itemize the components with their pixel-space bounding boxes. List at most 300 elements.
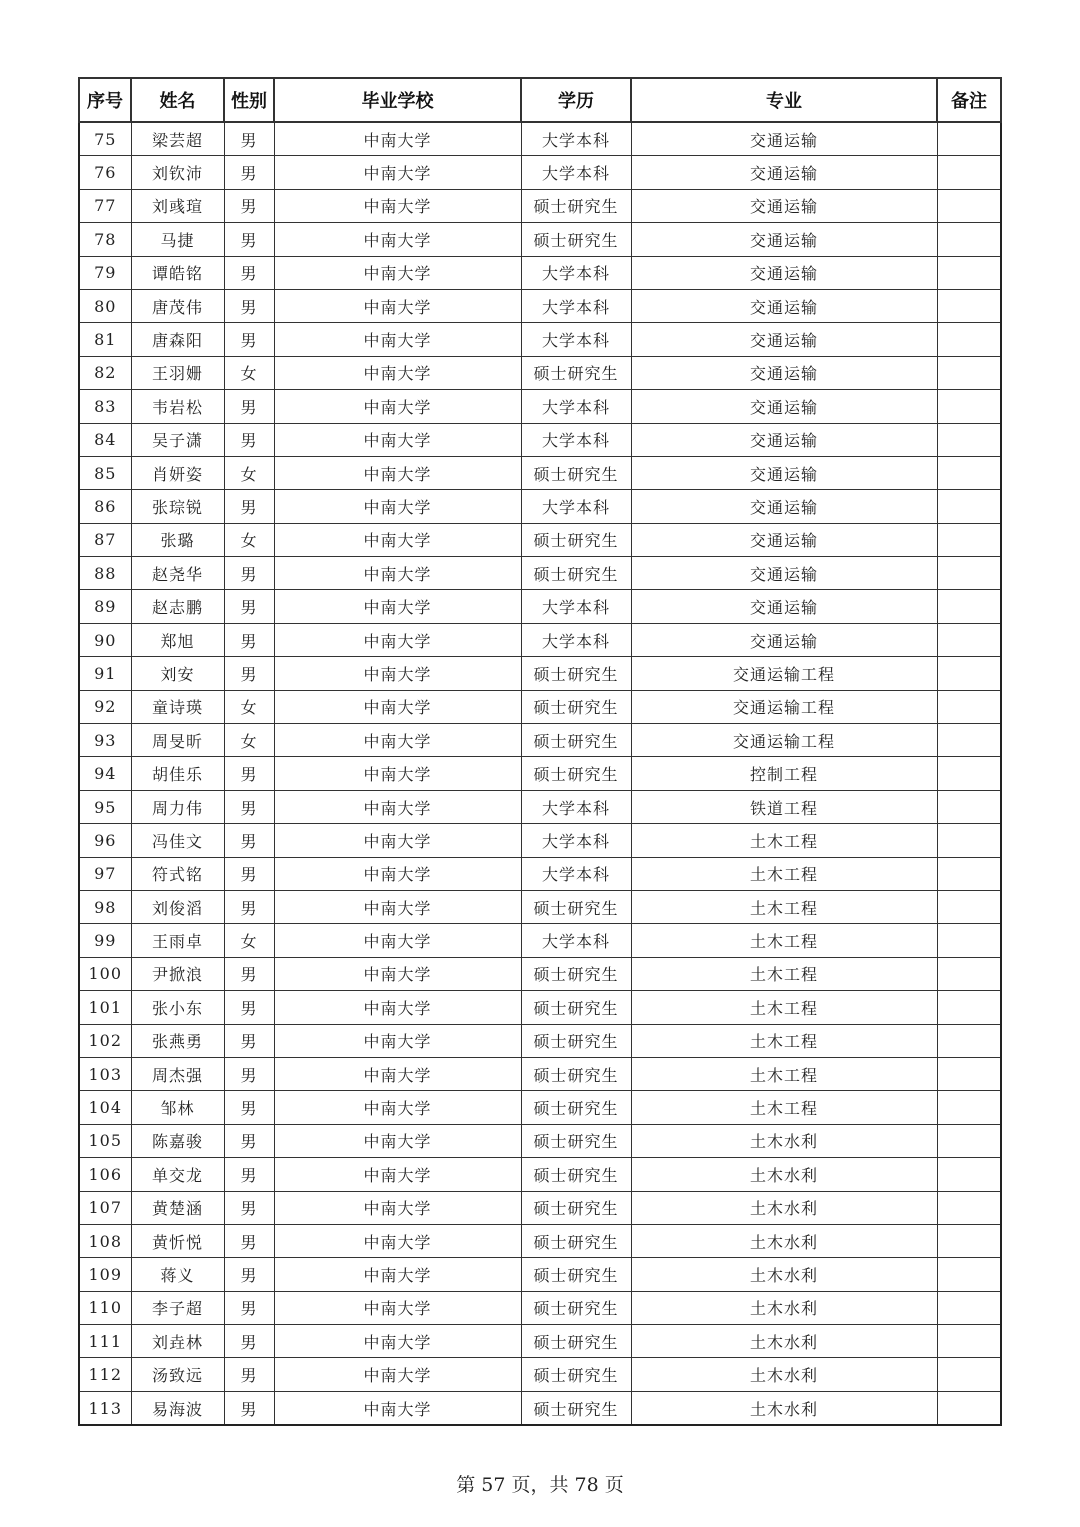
cell-remarks: [937, 557, 1001, 590]
table-row: [79, 156, 1001, 189]
cell-index: 93: [79, 724, 131, 757]
cell-major: 交通运输: [631, 623, 937, 656]
cell-name: 吴子潇: [131, 423, 224, 456]
cell-gender: 男: [224, 1124, 274, 1157]
cell-school: 中南大学: [274, 1325, 521, 1358]
cell-gender: 男: [224, 289, 274, 322]
cell-school: 中南大学: [274, 1358, 521, 1391]
cell-remarks: [937, 189, 1001, 222]
cell-school: 中南大学: [274, 991, 521, 1024]
cell-school: 中南大学: [274, 523, 521, 556]
cell-major: 交通运输: [631, 523, 937, 556]
cell-degree: 硕士研究生: [521, 356, 631, 389]
cell-name: 胡佳乐: [131, 757, 224, 790]
cell-name: 唐森阳: [131, 323, 224, 356]
cell-major: 土木工程: [631, 1091, 937, 1124]
table-row: [79, 289, 1001, 322]
cell-remarks: [937, 323, 1001, 356]
cell-name: 易海波: [131, 1391, 224, 1425]
cell-major: 交通运输: [631, 390, 937, 423]
cell-index: 110: [79, 1291, 131, 1324]
cell-major: 土木工程: [631, 1024, 937, 1057]
cell-gender: 男: [224, 189, 274, 222]
cell-index: 109: [79, 1258, 131, 1291]
cell-name: 汤致远: [131, 1358, 224, 1391]
cell-degree: 硕士研究生: [521, 456, 631, 489]
cell-school: 中南大学: [274, 724, 521, 757]
cell-name: 刘俊滔: [131, 890, 224, 923]
cell-gender: 男: [224, 490, 274, 523]
cell-index: 98: [79, 890, 131, 923]
cell-remarks: [937, 1191, 1001, 1224]
cell-gender: 女: [224, 724, 274, 757]
cell-school: 中南大学: [274, 557, 521, 590]
cell-degree: 硕士研究生: [521, 1224, 631, 1257]
cell-remarks: [937, 122, 1001, 156]
cell-major: 土木水利: [631, 1224, 937, 1257]
cell-remarks: [937, 1391, 1001, 1425]
cell-name: 肖妍姿: [131, 456, 224, 489]
cell-degree: 大学本科: [521, 924, 631, 957]
cell-name: 刘安: [131, 657, 224, 690]
cell-degree: 硕士研究生: [521, 1358, 631, 1391]
cell-major: 土木水利: [631, 1291, 937, 1324]
cell-name: 刘彧瑄: [131, 189, 224, 222]
table-row: [79, 590, 1001, 623]
table-row: [79, 790, 1001, 823]
cell-gender: 男: [224, 156, 274, 189]
cell-gender: 男: [224, 122, 274, 156]
cell-major: 土木水利: [631, 1191, 937, 1224]
cell-remarks: [937, 1291, 1001, 1324]
cell-major: 土木工程: [631, 991, 937, 1024]
cell-name: 梁芸超: [131, 122, 224, 156]
table-row: [79, 657, 1001, 690]
table-row: [79, 1024, 1001, 1057]
cell-degree: 硕士研究生: [521, 957, 631, 990]
table-row: [79, 456, 1001, 489]
table-row: [79, 1291, 1001, 1324]
cell-degree: 大学本科: [521, 857, 631, 890]
cell-major: 土木水利: [631, 1325, 937, 1358]
cell-school: 中南大学: [274, 490, 521, 523]
roster-table: [78, 77, 1002, 1426]
cell-name: 邹林: [131, 1091, 224, 1124]
cell-index: 78: [79, 223, 131, 256]
table-row: [79, 890, 1001, 923]
cell-school: 中南大学: [274, 456, 521, 489]
cell-name: 童诗瑛: [131, 690, 224, 723]
table-row: [79, 924, 1001, 957]
cell-school: 中南大学: [274, 156, 521, 189]
cell-remarks: [937, 724, 1001, 757]
table-row: [79, 1391, 1001, 1425]
cell-name: 尹掀浪: [131, 957, 224, 990]
cell-gender: 男: [224, 757, 274, 790]
table-row: [79, 1191, 1001, 1224]
table-row: [79, 1325, 1001, 1358]
cell-index: 79: [79, 256, 131, 289]
cell-remarks: [937, 223, 1001, 256]
cell-name: 冯佳文: [131, 824, 224, 857]
cell-degree: 硕士研究生: [521, 690, 631, 723]
cell-degree: 大学本科: [521, 824, 631, 857]
cell-degree: 硕士研究生: [521, 1124, 631, 1157]
cell-gender: 男: [224, 991, 274, 1024]
cell-name: 刘垚林: [131, 1325, 224, 1358]
cell-major: 土木工程: [631, 1057, 937, 1090]
cell-gender: 男: [224, 1291, 274, 1324]
cell-degree: 硕士研究生: [521, 657, 631, 690]
cell-degree: 硕士研究生: [521, 890, 631, 923]
cell-degree: 硕士研究生: [521, 1391, 631, 1425]
cell-index: 95: [79, 790, 131, 823]
cell-name: 单交龙: [131, 1158, 224, 1191]
cell-gender: 男: [224, 1258, 274, 1291]
cell-gender: 男: [224, 590, 274, 623]
cell-index: 112: [79, 1358, 131, 1391]
cell-remarks: [937, 1358, 1001, 1391]
cell-major: 土木水利: [631, 1391, 937, 1425]
cell-name: 张小东: [131, 991, 224, 1024]
cell-gender: 男: [224, 890, 274, 923]
cell-name: 张璐: [131, 523, 224, 556]
cell-name: 赵尧华: [131, 557, 224, 590]
cell-school: 中南大学: [274, 256, 521, 289]
table-row: [79, 490, 1001, 523]
cell-major: 交通运输: [631, 289, 937, 322]
cell-degree: 硕士研究生: [521, 1191, 631, 1224]
table-row: [79, 557, 1001, 590]
header-school: 毕业学校: [274, 78, 521, 122]
cell-remarks: [937, 423, 1001, 456]
table-row: [79, 857, 1001, 890]
cell-index: 96: [79, 824, 131, 857]
cell-remarks: [937, 456, 1001, 489]
cell-name: 王雨卓: [131, 924, 224, 957]
table-row: [79, 957, 1001, 990]
table-row: [79, 1124, 1001, 1157]
cell-degree: 大学本科: [521, 623, 631, 656]
table-row: [79, 390, 1001, 423]
cell-degree: 硕士研究生: [521, 223, 631, 256]
table-row: [79, 1224, 1001, 1257]
cell-major: 交通运输: [631, 323, 937, 356]
cell-index: 102: [79, 1024, 131, 1057]
cell-degree: 硕士研究生: [521, 991, 631, 1024]
cell-remarks: [937, 924, 1001, 957]
table-header-row: [79, 78, 1001, 122]
cell-school: 中南大学: [274, 356, 521, 389]
cell-remarks: [937, 690, 1001, 723]
cell-school: 中南大学: [274, 1091, 521, 1124]
cell-degree: 硕士研究生: [521, 1258, 631, 1291]
cell-major: 交通运输: [631, 490, 937, 523]
cell-remarks: [937, 590, 1001, 623]
table-row: [79, 256, 1001, 289]
cell-name: 谭皓铭: [131, 256, 224, 289]
cell-major: 土木水利: [631, 1258, 937, 1291]
cell-index: 97: [79, 857, 131, 890]
cell-degree: 硕士研究生: [521, 1024, 631, 1057]
cell-major: 交通运输: [631, 223, 937, 256]
cell-school: 中南大学: [274, 1224, 521, 1257]
cell-degree: 大学本科: [521, 590, 631, 623]
cell-index: 82: [79, 356, 131, 389]
cell-gender: 男: [224, 1191, 274, 1224]
cell-index: 83: [79, 390, 131, 423]
cell-school: 中南大学: [274, 1057, 521, 1090]
table-row: [79, 991, 1001, 1024]
table-row: [79, 824, 1001, 857]
cell-degree: 大学本科: [521, 390, 631, 423]
cell-degree: 大学本科: [521, 423, 631, 456]
table-body: [79, 122, 1001, 1425]
cell-name: 周杰强: [131, 1057, 224, 1090]
table-row: [79, 623, 1001, 656]
table-row: [79, 1258, 1001, 1291]
cell-remarks: [937, 824, 1001, 857]
cell-major: 土木水利: [631, 1358, 937, 1391]
cell-school: 中南大学: [274, 323, 521, 356]
cell-school: 中南大学: [274, 1391, 521, 1425]
table-row: [79, 1057, 1001, 1090]
table-row: [79, 423, 1001, 456]
cell-remarks: [937, 657, 1001, 690]
cell-school: 中南大学: [274, 824, 521, 857]
cell-school: 中南大学: [274, 1191, 521, 1224]
cell-index: 89: [79, 590, 131, 623]
cell-school: 中南大学: [274, 790, 521, 823]
cell-school: 中南大学: [274, 423, 521, 456]
cell-degree: 大学本科: [521, 790, 631, 823]
cell-major: 铁道工程: [631, 790, 937, 823]
cell-gender: 男: [224, 423, 274, 456]
cell-major: 交通运输: [631, 590, 937, 623]
cell-remarks: [937, 790, 1001, 823]
cell-index: 105: [79, 1124, 131, 1157]
cell-major: 交通运输: [631, 156, 937, 189]
cell-name: 蒋义: [131, 1258, 224, 1291]
cell-degree: 大学本科: [521, 289, 631, 322]
cell-index: 80: [79, 289, 131, 322]
cell-gender: 男: [224, 390, 274, 423]
cell-degree: 大学本科: [521, 122, 631, 156]
cell-index: 106: [79, 1158, 131, 1191]
cell-major: 交通运输: [631, 557, 937, 590]
cell-name: 周旻昕: [131, 724, 224, 757]
cell-index: 85: [79, 456, 131, 489]
cell-gender: 女: [224, 356, 274, 389]
cell-gender: 男: [224, 957, 274, 990]
cell-major: 土木工程: [631, 957, 937, 990]
table-row: [79, 1358, 1001, 1391]
cell-index: 104: [79, 1091, 131, 1124]
cell-name: 马捷: [131, 223, 224, 256]
cell-degree: 大学本科: [521, 490, 631, 523]
cell-gender: 女: [224, 924, 274, 957]
header-remarks: 备注: [937, 78, 1001, 122]
cell-gender: 男: [224, 1158, 274, 1191]
cell-school: 中南大学: [274, 757, 521, 790]
cell-name: 黄忻悦: [131, 1224, 224, 1257]
cell-gender: 男: [224, 1024, 274, 1057]
cell-name: 陈嘉骏: [131, 1124, 224, 1157]
cell-gender: 男: [224, 1057, 274, 1090]
cell-degree: 硕士研究生: [521, 1091, 631, 1124]
cell-degree: 硕士研究生: [521, 1325, 631, 1358]
cell-school: 中南大学: [274, 590, 521, 623]
cell-school: 中南大学: [274, 890, 521, 923]
cell-index: 113: [79, 1391, 131, 1425]
cell-remarks: [937, 1158, 1001, 1191]
cell-gender: 男: [224, 657, 274, 690]
cell-remarks: [937, 991, 1001, 1024]
cell-remarks: [937, 623, 1001, 656]
table-row: [79, 1158, 1001, 1191]
cell-index: 94: [79, 757, 131, 790]
cell-name: 符式铭: [131, 857, 224, 890]
cell-major: 土木工程: [631, 857, 937, 890]
page-number: 第 57 页，共 78 页: [456, 1474, 624, 1496]
cell-major: 交通运输工程: [631, 724, 937, 757]
cell-remarks: [937, 490, 1001, 523]
cell-remarks: [937, 156, 1001, 189]
cell-index: 108: [79, 1224, 131, 1257]
cell-major: 土木水利: [631, 1158, 937, 1191]
cell-index: 90: [79, 623, 131, 656]
cell-name: 周力伟: [131, 790, 224, 823]
cell-remarks: [937, 390, 1001, 423]
header-gender: 性别: [224, 78, 274, 122]
cell-degree: 硕士研究生: [521, 523, 631, 556]
cell-degree: 硕士研究生: [521, 757, 631, 790]
cell-major: 交通运输工程: [631, 657, 937, 690]
cell-gender: 女: [224, 456, 274, 489]
cell-school: 中南大学: [274, 1124, 521, 1157]
cell-index: 81: [79, 323, 131, 356]
cell-major: 土木工程: [631, 890, 937, 923]
cell-index: 77: [79, 189, 131, 222]
cell-remarks: [937, 523, 1001, 556]
cell-major: 交通运输: [631, 256, 937, 289]
cell-school: 中南大学: [274, 1024, 521, 1057]
header-name: 姓名: [131, 78, 224, 122]
cell-remarks: [937, 1124, 1001, 1157]
cell-degree: 大学本科: [521, 156, 631, 189]
cell-school: 中南大学: [274, 857, 521, 890]
cell-school: 中南大学: [274, 1158, 521, 1191]
cell-school: 中南大学: [274, 690, 521, 723]
cell-gender: 男: [224, 1224, 274, 1257]
table-row: [79, 1091, 1001, 1124]
cell-name: 刘钦沛: [131, 156, 224, 189]
cell-remarks: [937, 957, 1001, 990]
cell-school: 中南大学: [274, 189, 521, 222]
header-major: 专业: [631, 78, 937, 122]
cell-degree: 硕士研究生: [521, 1057, 631, 1090]
cell-gender: 男: [224, 1391, 274, 1425]
cell-school: 中南大学: [274, 623, 521, 656]
cell-gender: 男: [224, 256, 274, 289]
cell-major: 交通运输: [631, 356, 937, 389]
table-row: [79, 690, 1001, 723]
cell-name: 李子超: [131, 1291, 224, 1324]
cell-index: 75: [79, 122, 131, 156]
cell-name: 赵志鹏: [131, 590, 224, 623]
cell-remarks: [937, 1024, 1001, 1057]
cell-gender: 女: [224, 523, 274, 556]
cell-index: 111: [79, 1325, 131, 1358]
cell-index: 100: [79, 957, 131, 990]
cell-gender: 男: [224, 1091, 274, 1124]
header-index: 序号: [79, 78, 131, 122]
cell-name: 张燕勇: [131, 1024, 224, 1057]
table-row: [79, 223, 1001, 256]
cell-name: 郑旭: [131, 623, 224, 656]
cell-school: 中南大学: [274, 289, 521, 322]
cell-major: 交通运输: [631, 122, 937, 156]
cell-gender: 男: [224, 1358, 274, 1391]
cell-gender: 男: [224, 323, 274, 356]
cell-major: 土木水利: [631, 1124, 937, 1157]
cell-remarks: [937, 857, 1001, 890]
cell-remarks: [937, 256, 1001, 289]
cell-index: 92: [79, 690, 131, 723]
cell-gender: 男: [224, 824, 274, 857]
cell-remarks: [937, 1258, 1001, 1291]
cell-index: 99: [79, 924, 131, 957]
cell-remarks: [937, 1091, 1001, 1124]
cell-remarks: [937, 757, 1001, 790]
roster-sheet: [78, 77, 1000, 1426]
cell-name: 唐茂伟: [131, 289, 224, 322]
cell-name: 韦岩松: [131, 390, 224, 423]
cell-degree: 大学本科: [521, 256, 631, 289]
cell-school: 中南大学: [274, 223, 521, 256]
cell-index: 86: [79, 490, 131, 523]
table-row: [79, 724, 1001, 757]
cell-school: 中南大学: [274, 957, 521, 990]
cell-school: 中南大学: [274, 390, 521, 423]
cell-gender: 男: [224, 857, 274, 890]
cell-name: 张琮锐: [131, 490, 224, 523]
cell-gender: 男: [224, 623, 274, 656]
cell-gender: 男: [224, 557, 274, 590]
cell-gender: 男: [224, 1325, 274, 1358]
table-row: [79, 356, 1001, 389]
table-row: [79, 523, 1001, 556]
cell-remarks: [937, 1224, 1001, 1257]
cell-degree: 硕士研究生: [521, 724, 631, 757]
cell-remarks: [937, 890, 1001, 923]
cell-index: 103: [79, 1057, 131, 1090]
cell-degree: 大学本科: [521, 323, 631, 356]
cell-major: 交通运输: [631, 456, 937, 489]
table-row: [79, 323, 1001, 356]
cell-index: 76: [79, 156, 131, 189]
cell-degree: 硕士研究生: [521, 189, 631, 222]
cell-school: 中南大学: [274, 122, 521, 156]
cell-remarks: [937, 1325, 1001, 1358]
cell-major: 土木工程: [631, 924, 937, 957]
cell-gender: 女: [224, 690, 274, 723]
cell-index: 88: [79, 557, 131, 590]
cell-name: 黄楚涵: [131, 1191, 224, 1224]
cell-school: 中南大学: [274, 1291, 521, 1324]
cell-major: 交通运输: [631, 423, 937, 456]
cell-index: 101: [79, 991, 131, 1024]
